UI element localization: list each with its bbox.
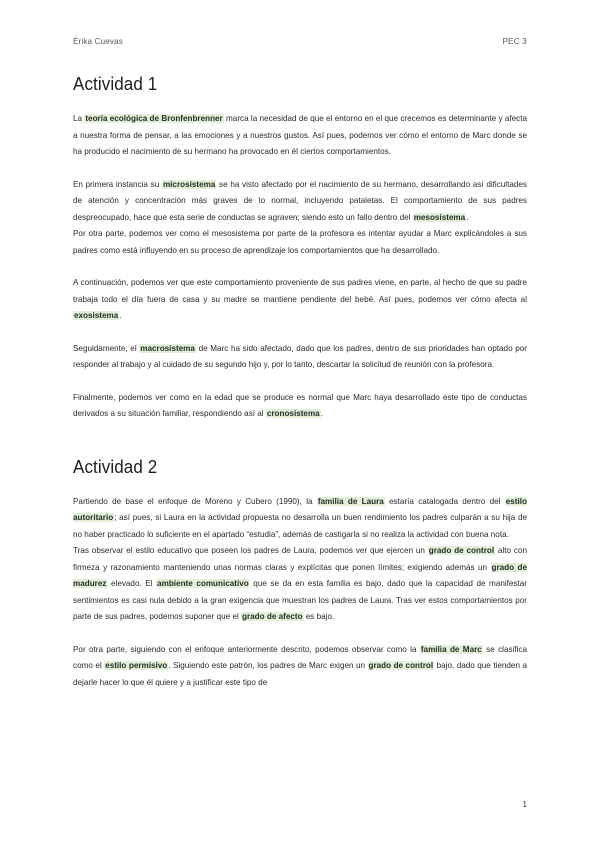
highlight: estilo permisivo [105,661,168,670]
highlight: cronosistema [266,409,320,418]
section-title-actividad-2: Actividad 2 [73,456,158,478]
highlight: teoría ecológica de Bronfenbrenner [85,114,223,123]
paragraph: Tras observar el estilo educativo que poseen los padres de Laura, podemos ver que ejercen un grado de control alto con firmeza y razonamiento manteniendo unas normas claras y explícitas que ponen límites; exigiendo además un grado de madurez elevado. El ambiente comunicativo que se da en esta familia es bajo, dado que la capacidad de manifestar sentimientos es casi nula debido a la gran exigencia que muestran los padres de Laura. Tras ver estos comportamientos por parte de sus padres, podemos suponer que el grado de afecto es bajo. [73,546,527,621]
page-number: 1 [522,800,527,809]
highlight: grado de afecto [242,612,303,621]
paragraph: Por otra parte, podemos ver como el mesosistema por parte de la profesora es intentar ayudar a Marc explicándoles a sus padres como está influyendo en su proceso de aprendizaje los comportamientos que ha desarrollado. [73,229,527,255]
highlight: grado de madurez [73,562,527,588]
highlight: ambiente comunicativo [157,579,249,588]
paragraph: En primera instancia su microsistema se ha visto afectado por el nacimiento de su hermano, desarrollando así dificultades de atención y concentración más graves de lo normal, incluyendo pataletas. El comportamiento de sus padres despreocupado, hace que esta serie de conductas se agraven; siendo esto un fallo dentro del mesosistema. [73,179,527,222]
highlight: microsistema [162,179,216,189]
paragraph: La teoría ecológica de Bronfenbrenner marca la necesidad de que el entorno en el que crecemos es determinante y afecta a nuestra forma de pensar, a las emociones y a nuestros gustos. Así pues, podemos ver cómo el entorno de Marc donde se ha producido el nacimiento de su hermano ha provocado en él ciertos comportamientos. [73,114,527,156]
paragraph: Partiendo de base el enfoque de Moreno y Cubero (1990), la familia de Laura estaría catalogada dentro del estilo autoritario; así pues, si Laura en la actividad propuesta no desarrolla un buen rendimiento los padres culparán a su hija de no haber practicado lo suficiente en el apartado “estudia”, además de castigarla si no realiza la actividad con buena nota. [73,496,527,539]
paragraph: Seguidamente, el macrosistema de Marc ha sido afectado, dado que los padres, dentro de sus prioridades han optado por responder al trabajo y al cuidado de su segundo hijo y, por lo tanto, descartar la solicitud de reunión con la profesora. [73,343,527,369]
paragraph: A continuación, podemos ver que este comportamiento proveniente de sus padres viene, en parte, al hecho de que su padre trabaja todo el día fuera de casa y su madre se mantiene pendiente del bebé. Así pues, podemos ver cómo afecta al exosistema. [73,278,527,320]
highlight: familia de Marc [420,644,482,654]
document-label: PEC 3 [502,37,527,46]
document-body [73,74,527,691]
author-name: Érika Cuevas [73,37,123,46]
highlight: exosistema [74,311,119,320]
highlight: grado de control [428,546,495,555]
highlight: familia de Laura [317,496,384,506]
section-title-actividad-1: Actividad 1 [73,74,158,95]
highlight: grado de control [368,661,434,670]
highlight: mesosistema [413,212,466,222]
page-header [73,37,527,49]
paragraph: Por otra parte, siguiendo con el enfoque anteriormente descrito, podemos observar como la familia de Marc se clasifica como el estilo permisivo. Siguiendo este patrón, los padres de Marc exigen un grado de control bajo, dado que tienden a dejarle hacer lo que él quiere y a justificar este tipo de [73,644,527,687]
highlight: macrosistema [140,343,195,353]
paragraph: Finalmente, podemos ver como en la edad que se produce es normal que Marc haya desarrollado este tipo de conductas derivados a su situación familiar, respondiendo así al cronosistema. [73,392,527,418]
highlight: estilo autoritario [73,496,527,522]
